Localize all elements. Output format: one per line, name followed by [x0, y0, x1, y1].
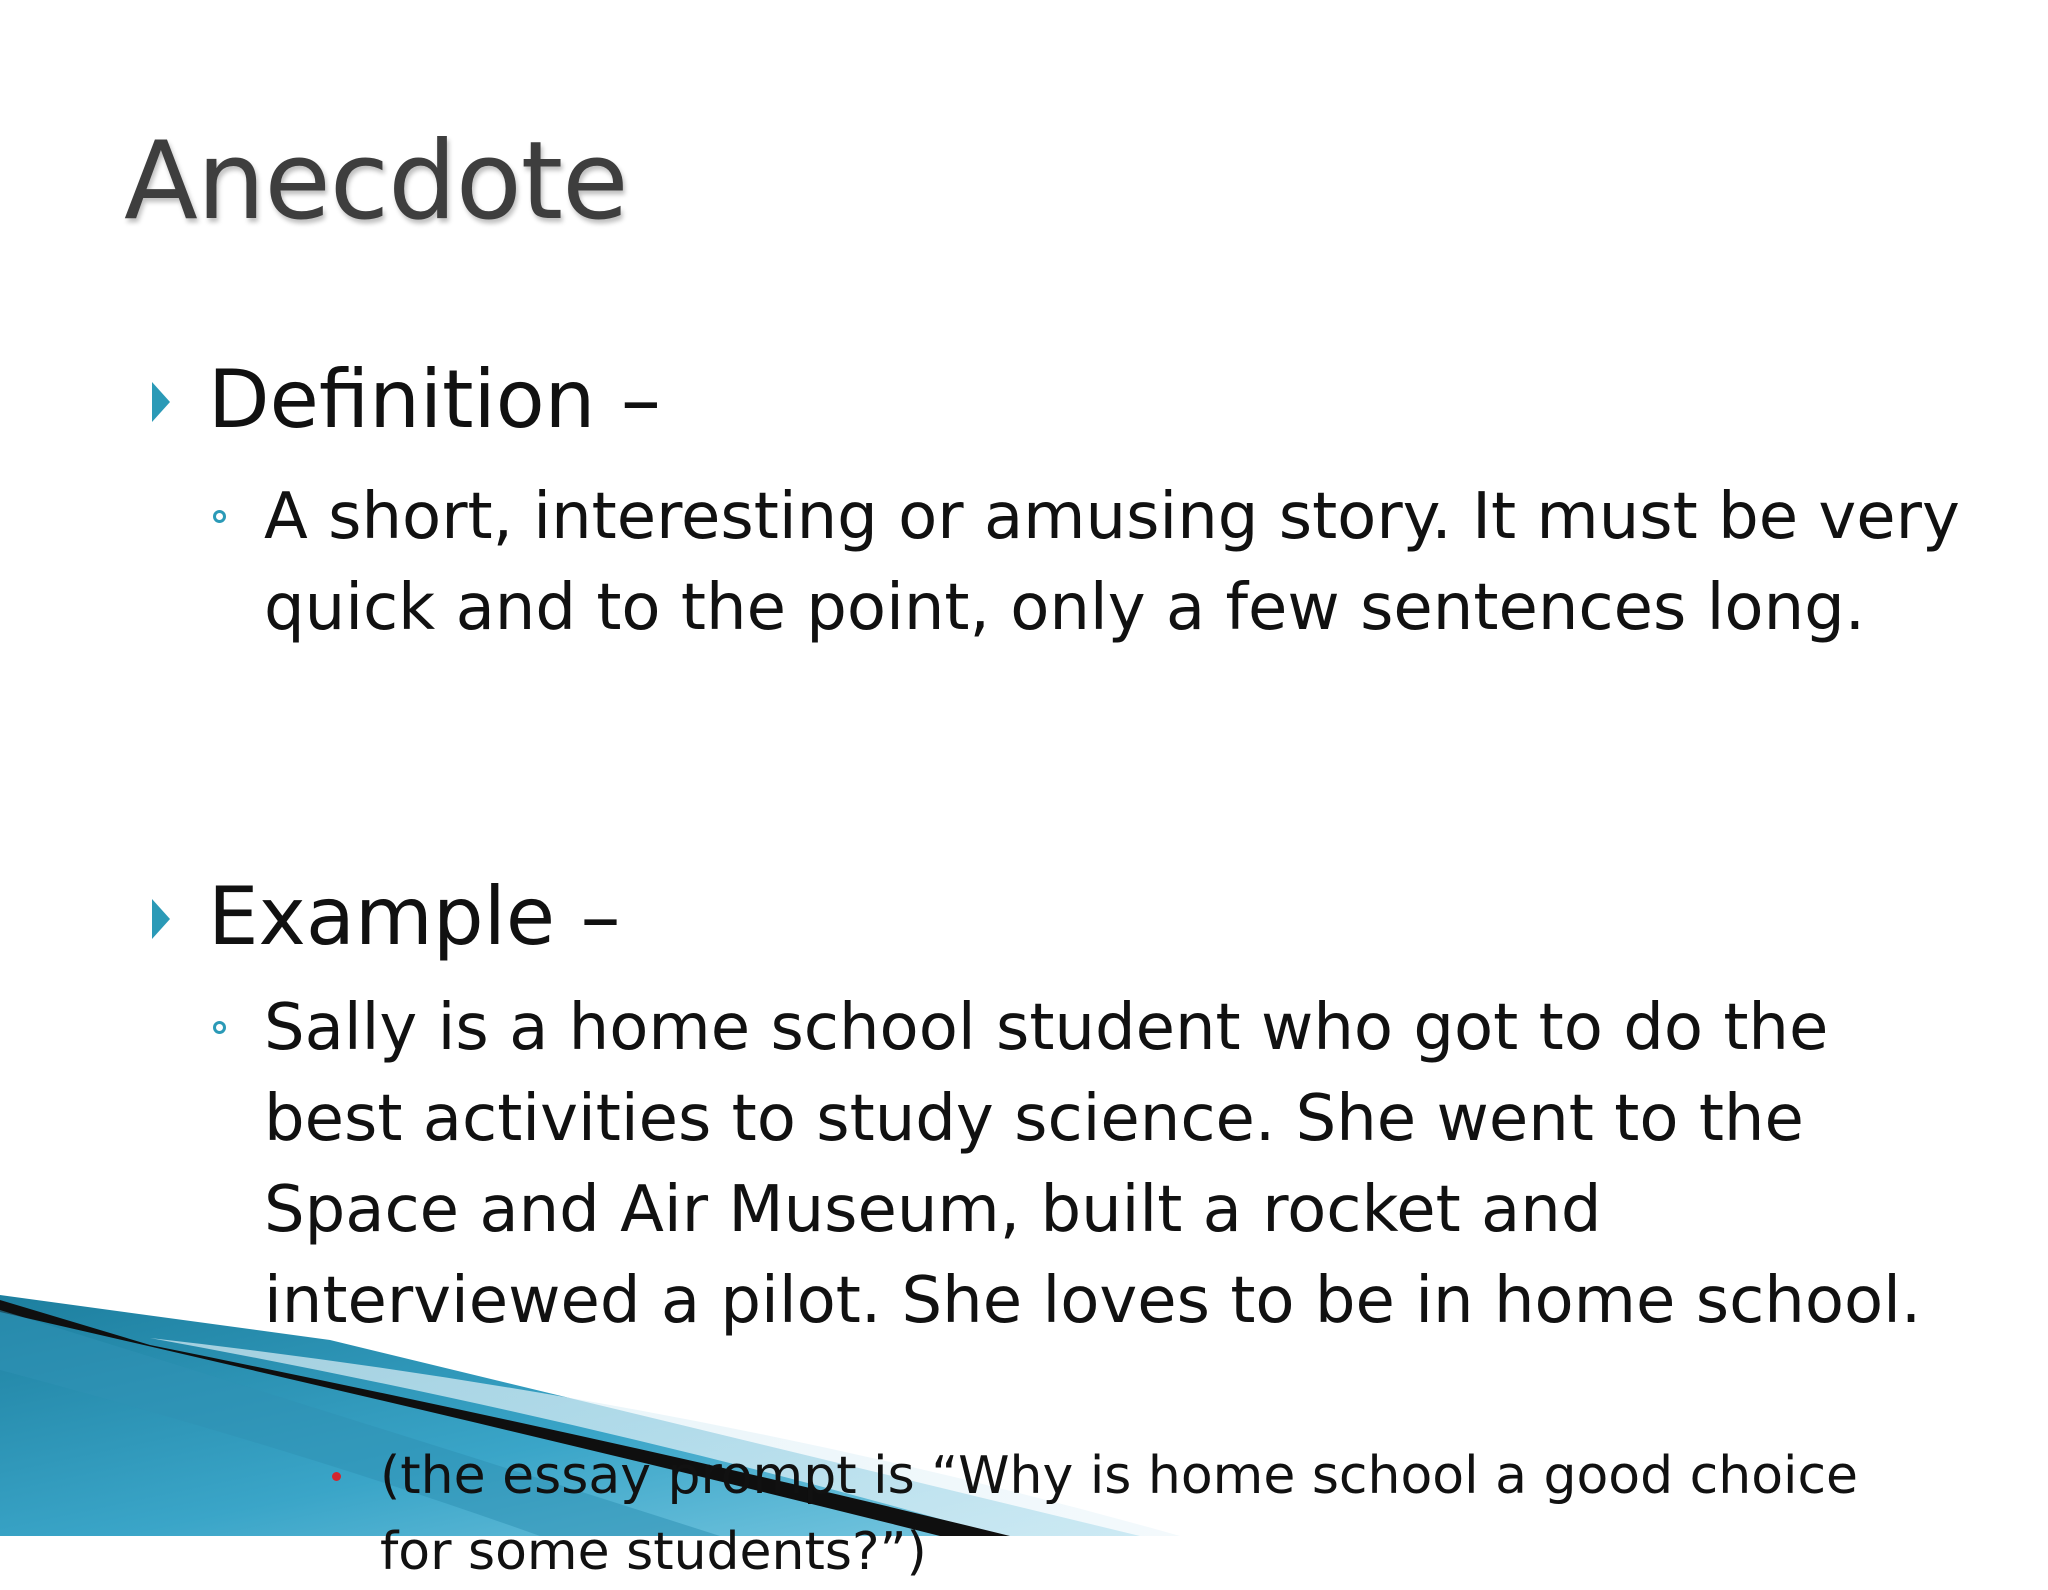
note-text: (the essay prompt is “Why is home school a good choice for some students?”)	[380, 1446, 1859, 1582]
sub-sub-bullet-note	[380, 1438, 1940, 1590]
bullet-label: Example –	[208, 870, 621, 963]
sub-bullet-text: Sally is a home school student who got to do the best activities to study science. She went to the Space and Air Museum, built a rocket and interviewed a pilot. She loves to be in home school.	[264, 991, 1922, 1338]
bullet-label: Definition –	[208, 353, 661, 446]
sub-bullet-text: A short, interesting or amusing story. It must be very quick and to the point, only a few sentences long.	[264, 480, 1960, 645]
red-dot-icon	[332, 1472, 341, 1481]
slide-title: Anecdote	[124, 119, 628, 244]
